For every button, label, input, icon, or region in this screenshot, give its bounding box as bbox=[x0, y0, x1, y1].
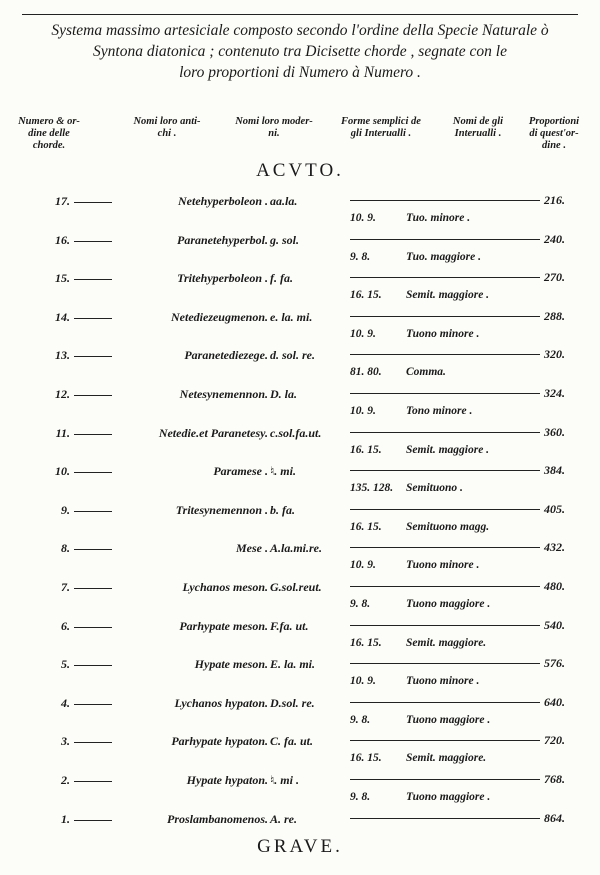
interval-name: Semit. maggiore . bbox=[406, 443, 490, 456]
interval-entry bbox=[350, 285, 560, 305]
interval-ratio: 10. 9. bbox=[350, 212, 376, 224]
interval-name: Semit. maggiore . bbox=[406, 289, 490, 302]
modern-name: d. sol. re. bbox=[270, 348, 315, 363]
proportion-value: 480. bbox=[544, 579, 565, 593]
title-line-3: loro proportioni di Numero à Numero . bbox=[179, 64, 421, 81]
ancient-name: Hypate meson. bbox=[194, 657, 268, 672]
interval-entry bbox=[350, 208, 560, 228]
proportion-line bbox=[350, 818, 540, 819]
interval-entry bbox=[350, 362, 560, 382]
interval-ratio: 16. 15. bbox=[350, 289, 382, 302]
header-line: chi . bbox=[157, 128, 177, 139]
ancient-name: Mese . bbox=[236, 541, 268, 556]
chord-number: 6. bbox=[61, 618, 70, 633]
modern-name: b. fa. bbox=[270, 502, 295, 517]
proportion-value: 720. bbox=[544, 733, 565, 748]
proportion-line bbox=[350, 432, 540, 433]
proportion-line bbox=[350, 779, 540, 780]
interval-name: Tuono maggiore . bbox=[406, 713, 491, 726]
chord-number: 13. bbox=[55, 348, 70, 363]
interval-ratio: 16. 15. bbox=[350, 443, 382, 456]
header-number bbox=[14, 116, 84, 152]
interval-name: Semit. maggiore. bbox=[406, 636, 487, 649]
ancient-name: Netediezeugmenon. bbox=[171, 309, 268, 324]
proportion-line bbox=[350, 740, 540, 741]
header-line: Nomi loro anti- bbox=[133, 116, 201, 127]
interval-ratio: 81. 80. bbox=[350, 366, 382, 379]
proportion-line bbox=[350, 470, 540, 471]
chord-number: 15. bbox=[55, 271, 70, 286]
chord-number: 4. bbox=[61, 695, 70, 710]
proportion-line bbox=[350, 239, 540, 240]
ancient-name: Netesynemennon. bbox=[179, 387, 268, 401]
interval-entry bbox=[350, 633, 560, 653]
proportion-value: 270. bbox=[544, 270, 565, 285]
modern-name: A.la.mi.re. bbox=[270, 541, 323, 556]
interval-ratio: 10. 9. bbox=[350, 405, 376, 417]
header-modern-names bbox=[222, 116, 326, 140]
interval-name: Tono minore . bbox=[406, 405, 473, 417]
proportion-line bbox=[350, 316, 540, 317]
interval-ratio: 16. 15. bbox=[350, 520, 382, 533]
chord-number: 7. bbox=[61, 580, 70, 594]
header-proportions bbox=[514, 116, 594, 152]
interval-name: Tuono maggiore . bbox=[406, 791, 491, 803]
chord-number: 12. bbox=[55, 387, 70, 401]
modern-name: g. sol. bbox=[270, 232, 300, 247]
chord-number: 17. bbox=[55, 194, 70, 208]
proportion-value: 576. bbox=[544, 656, 565, 671]
interval-entry bbox=[350, 517, 560, 537]
interval-entry bbox=[350, 710, 560, 730]
modern-name: c.sol.fa.ut. bbox=[270, 425, 322, 440]
proportion-value: 360. bbox=[544, 424, 565, 439]
interval-ratio: 10. 9. bbox=[350, 327, 376, 340]
header-line: ni. bbox=[268, 128, 280, 139]
chord-number: 16. bbox=[55, 232, 70, 247]
interval-name: Semit. maggiore. bbox=[406, 752, 487, 765]
header-line: chorde. bbox=[32, 140, 66, 151]
interval-ratio: 16. 15. bbox=[350, 752, 382, 765]
table-row bbox=[0, 809, 600, 829]
interval-ratio: 9. 8. bbox=[350, 598, 371, 610]
chord-number: 11. bbox=[55, 425, 70, 440]
proportion-line bbox=[350, 547, 540, 548]
modern-name: D.sol. re. bbox=[270, 695, 315, 710]
ancient-name: Lychanos meson. bbox=[182, 580, 268, 594]
ancient-name: Tritesynemennon . bbox=[175, 502, 268, 517]
modern-name: aa.la. bbox=[270, 194, 298, 208]
proportion-line bbox=[350, 663, 540, 664]
chord-number: 2. bbox=[61, 773, 70, 787]
interval-name: Tuono minore . bbox=[406, 559, 480, 572]
modern-name: E. la. mi. bbox=[270, 657, 316, 672]
proportion-value: 432. bbox=[544, 540, 565, 555]
interval-name: Tuono minore . bbox=[406, 675, 480, 688]
interval-ratio: 9. 8. bbox=[350, 250, 371, 263]
proportion-value: 324. bbox=[544, 386, 565, 400]
proportion-line bbox=[350, 702, 540, 703]
proportion-value: 864. bbox=[544, 810, 565, 825]
proportion-line bbox=[350, 393, 540, 394]
ancient-name: Parhypate hypaton. bbox=[171, 734, 268, 749]
title-line-2: Syntona diatonica ; contenuto tra Dicisette chorde , segnate con le bbox=[93, 43, 507, 60]
proportion-value: 320. bbox=[544, 347, 565, 362]
interval-entry bbox=[350, 247, 560, 267]
interval-entry bbox=[350, 748, 560, 768]
modern-name: G.sol.reut. bbox=[270, 580, 322, 594]
proportion-value: 405. bbox=[544, 501, 565, 516]
proportion-line bbox=[350, 625, 540, 626]
proportion-value: 540. bbox=[544, 617, 565, 632]
acuto-label: ACVTO. bbox=[256, 160, 344, 181]
header-line: Nomi loro moder- bbox=[235, 116, 313, 127]
interval-ratio: 9. 8. bbox=[350, 791, 371, 803]
ancient-name: Proslambanomenos. bbox=[166, 811, 268, 826]
interval-entry bbox=[350, 787, 560, 807]
proportion-value: 240. bbox=[544, 231, 565, 246]
proportion-value: 288. bbox=[544, 308, 565, 323]
proportion-line bbox=[350, 277, 540, 278]
ancient-name: Netedie.et Paranetesy. bbox=[158, 425, 268, 440]
header-interval-names bbox=[440, 116, 516, 140]
proportion-value: 216. bbox=[544, 193, 565, 207]
header-ancient-names bbox=[118, 116, 216, 140]
interval-name: Comma. bbox=[406, 366, 446, 379]
ancient-name: Hypate hypaton. bbox=[186, 773, 268, 787]
modern-name: ♮. mi . bbox=[270, 773, 299, 787]
chord-number: 5. bbox=[61, 657, 70, 672]
interval-ratio: 135. 128. bbox=[350, 482, 394, 495]
proportion-value: 640. bbox=[544, 694, 565, 709]
interval-ratio: 9. 8. bbox=[350, 713, 371, 726]
header-line: Forme semplici de bbox=[341, 116, 421, 127]
proportion-line bbox=[350, 586, 540, 587]
proportion-value: 384. bbox=[544, 463, 565, 478]
top-rule bbox=[22, 14, 578, 15]
interval-entry bbox=[350, 594, 560, 614]
proportion-line bbox=[350, 200, 540, 201]
interval-ratio: 10. 9. bbox=[350, 559, 376, 572]
header-line: gli Interualli . bbox=[350, 128, 412, 139]
proportion-value: 768. bbox=[544, 772, 565, 786]
interval-name: Semituono magg. bbox=[406, 520, 490, 533]
interval-ratio: 16. 15. bbox=[350, 636, 382, 649]
interval-ratio: 10. 9. bbox=[350, 675, 376, 688]
interval-name: Semituono . bbox=[406, 482, 463, 495]
header-line: dine . bbox=[542, 140, 566, 151]
modern-name: f. fa. bbox=[270, 271, 293, 286]
proportion-line bbox=[350, 354, 540, 355]
grave-label: GRAVE. bbox=[257, 836, 343, 857]
ancient-name: Parhypate meson. bbox=[179, 618, 268, 633]
interval-name: Tuono maggiore . bbox=[406, 598, 491, 610]
interval-entry bbox=[350, 440, 560, 460]
interval-name: Tuono minore . bbox=[406, 327, 480, 340]
chord-number: 9. bbox=[61, 502, 70, 517]
chord-number: 10. bbox=[55, 464, 70, 479]
interval-name: Tuo. maggiore . bbox=[406, 250, 481, 263]
page-title bbox=[10, 20, 590, 83]
ancient-name: Paranetehyperbol. bbox=[177, 232, 268, 247]
modern-name: e. la. mi. bbox=[270, 309, 313, 324]
chord-number: 14. bbox=[55, 309, 70, 324]
header-line: Proportioni bbox=[528, 116, 580, 127]
modern-name: C. fa. ut. bbox=[270, 734, 314, 749]
title-line-1: Systema massimo artesiciale composto secondo l'ordine della Specie Naturale ò bbox=[51, 22, 549, 39]
ancient-name: Netehyperboleon . bbox=[178, 194, 268, 208]
ancient-name: Paramese . bbox=[213, 464, 268, 479]
interval-entry bbox=[350, 324, 560, 344]
header-line: Numero & or- bbox=[18, 116, 80, 127]
chord-number: 3. bbox=[61, 734, 70, 749]
header-line: dine delle bbox=[28, 128, 70, 139]
interval-name: Tuo. minore . bbox=[406, 212, 471, 224]
header-interval-forms bbox=[326, 116, 436, 140]
ancient-name: Tritehyperboleon . bbox=[177, 271, 268, 286]
interval-entry bbox=[350, 401, 560, 421]
interval-entry bbox=[350, 478, 560, 498]
interval-entry bbox=[350, 671, 560, 691]
header-line: Interualli . bbox=[454, 128, 502, 139]
modern-name: ♮. mi. bbox=[270, 464, 296, 479]
modern-name: A. re. bbox=[270, 811, 297, 826]
chord-number: 1. bbox=[61, 811, 70, 826]
header-line: Nomi de gli bbox=[452, 116, 504, 127]
interval-entry bbox=[350, 555, 560, 575]
ancient-name: Lychanos hypaton. bbox=[174, 695, 268, 710]
proportion-line bbox=[350, 509, 540, 510]
ancient-name: Paranetediezege. bbox=[184, 348, 268, 363]
modern-name: F.fa. ut. bbox=[270, 618, 309, 633]
header-line: di quest'or- bbox=[529, 128, 579, 139]
chord-number: 8. bbox=[61, 541, 70, 556]
modern-name: D. la. bbox=[270, 387, 297, 401]
